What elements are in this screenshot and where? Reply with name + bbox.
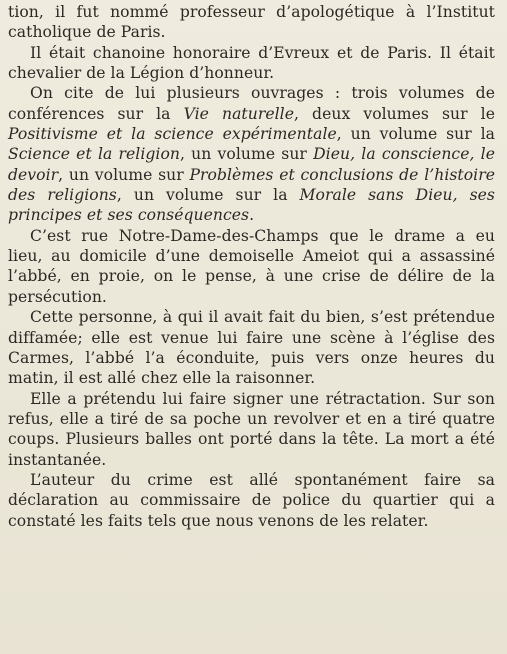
paragraph-works [8, 83, 495, 225]
title-problemes: Problèmes et conclusions de l’histoire des religions [8, 165, 495, 205]
paragraph-declaration: L’auteur du crime est allé spontanément faire sa déclaration au commissaire de police du quartier qui a constaté les faits tels que nous venons de les relater. [8, 470, 495, 530]
text-run: , un volume sur la [116, 186, 300, 205]
paragraph-crime-location: C’est rue Notre-Dame-des-Champs que le drame a eu lieu, au domicile d’une demoiselle Ameiot qui a assassiné l’abbé, en proie, on le pense, à une crise de délire de la persécution. [8, 226, 495, 306]
paragraph-continuation: tion, il fut nommé professeur d’apologétique à l’Institut catholique de Paris. [8, 3, 495, 42]
paragraph-shooting: Elle a prétendu lui faire signer une rétractation. Sur son refus, elle a tiré de sa poche un revolver et en a tiré quatre coups. Plusieurs balles ont porté dans la tête. La mort a été instantanée. [8, 389, 495, 469]
title-morale-sans-dieu: Morale sans Dieu, ses principes et ses conséquences [8, 186, 495, 225]
text-run: , un volume sur [58, 165, 190, 184]
paragraph-background: Cette personne, à qui il avait fait du bien, s’est prétendue diffamée; elle est venue lui faire une scène à l’église des Carmes, l’abbé l’a éconduite, puis vers onze heures du matin, il est allé chez elle la raisonner. [8, 308, 495, 388]
title-science-religion: Science et la religion [8, 145, 180, 164]
text-run: On cite de lui plusieurs ouvrages : trois volumes de conférences sur la [8, 84, 495, 123]
title-vie-naturelle: Vie naturelle [183, 104, 294, 123]
text-run: , deux volumes sur le [293, 104, 495, 123]
text-run: , un volume sur [179, 145, 314, 164]
title-positivisme: Positivisme et la science expérimentale [8, 125, 337, 144]
paragraph-honors: Il était chanoine honoraire d’Evreux et de Paris. Il était chevalier de la Légion d’honneur. [8, 43, 495, 83]
text-run: . [249, 206, 255, 225]
title-dieu-conscience: Dieu, la conscience, le devoir [8, 145, 495, 184]
text-run: , un volume sur la [336, 125, 495, 144]
